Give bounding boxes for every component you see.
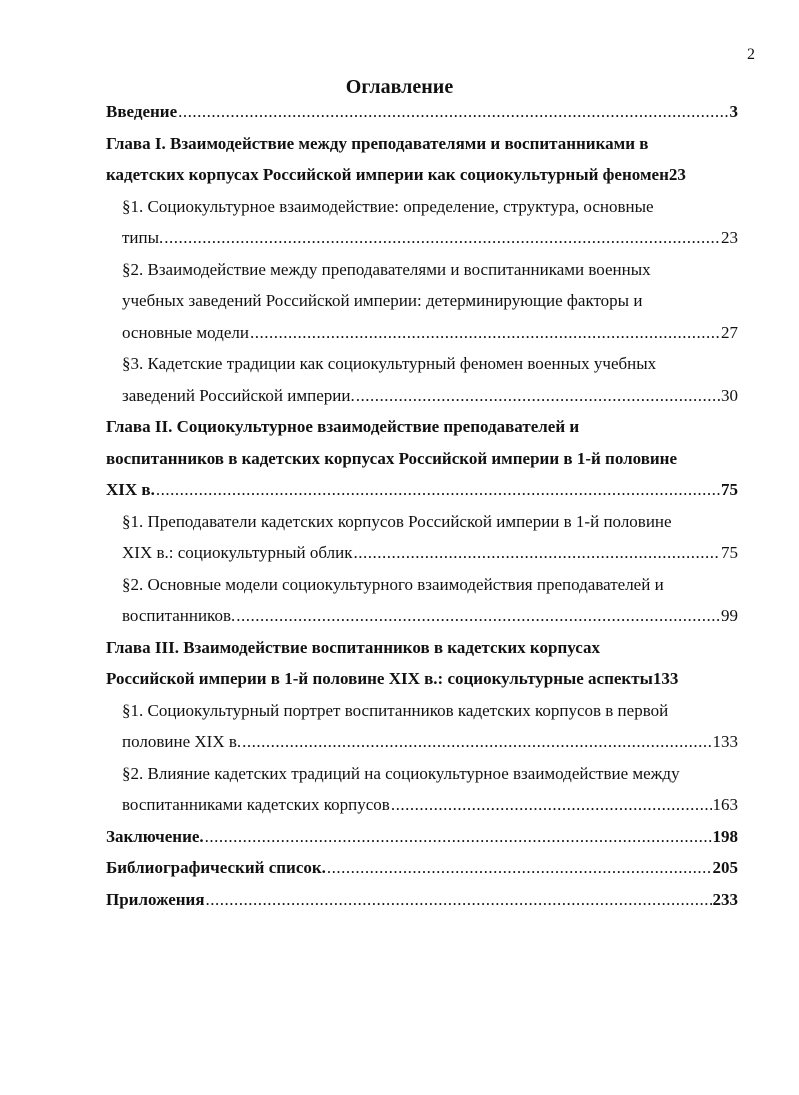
toc-page-number: 23	[668, 165, 686, 184]
toc-entry-text: §1. Социокультурное взаимодействие: определение, структура, основные	[122, 196, 654, 216]
table-of-contents	[106, 96, 738, 915]
toc-entry-text: Глава II. Социокультурное взаимодействие преподавателей и	[106, 417, 580, 436]
toc-page-number: 23	[721, 228, 738, 247]
dot-leader	[156, 474, 720, 506]
toc-entry-text: воспитанников.	[122, 606, 236, 625]
toc-entry-chapter-3[interactable]	[106, 632, 738, 695]
toc-entry-conclusion[interactable]	[106, 821, 738, 853]
toc-page-number: 75	[721, 543, 738, 562]
toc-entry-text: учебных заведений Российской империи: детерминирующие факторы и	[122, 291, 643, 310]
toc-entry-text: §2. Влияние кадетских традиций на социокультурное взаимодействие между	[122, 763, 680, 783]
toc-entry-text: §1. Преподаватели кадетских корпусов Российской империи в 1-й половине	[122, 511, 672, 531]
toc-entry-text: §3. Кадетские традиции как социокультурный феномен военных учебных	[122, 354, 657, 373]
toc-entry-text: типы.	[122, 228, 164, 247]
toc-page-number: 133	[652, 669, 679, 688]
dot-leader	[250, 317, 720, 349]
toc-page-number: 205	[712, 858, 738, 877]
toc-page-number: 30	[721, 385, 738, 405]
toc-entry-label: Библиографический список.	[106, 858, 326, 877]
toc-entry-label: Приложения	[106, 889, 205, 909]
page-title: Оглавление	[345, 76, 454, 98]
toc-entry-text: Глава I. Взаимодействие между преподавателями и воспитанниками в	[106, 133, 649, 153]
toc-page-number: 198	[712, 826, 738, 846]
toc-entry-text: воспитанниками кадетских корпусов	[122, 795, 390, 814]
toc-entry-section-1-1[interactable]	[122, 191, 738, 254]
toc-entry-text: Российской империи в 1-й половине XIX в.: социокультурные аспекты	[106, 669, 653, 688]
toc-entry-text: воспитанников в кадетских корпусах Российской империи в 1-й половине	[106, 448, 678, 468]
toc-entry-text: Глава III. Взаимодействие воспитанников в кадетских корпусах	[106, 637, 600, 657]
toc-entry-text: основные модели	[122, 322, 249, 342]
toc-entry-text: XIX в.	[106, 480, 155, 499]
toc-entry-text: XIX в.: социокультурный облик	[122, 543, 353, 562]
toc-page-number: 27	[721, 322, 738, 342]
toc-entry-chapter-1[interactable]	[106, 128, 738, 191]
dot-leader	[327, 852, 712, 884]
dot-leader	[178, 96, 728, 128]
toc-page-number: 163	[712, 795, 738, 814]
toc-entry-text: §1. Социокультурный портрет воспитанников кадетских корпусов в первой	[122, 700, 669, 720]
toc-page-number: 75	[721, 480, 738, 499]
dot-leader	[242, 726, 711, 758]
toc-entry-text: заведений Российской империи.	[122, 385, 355, 405]
toc-entry-bibliography[interactable]	[106, 852, 738, 884]
dot-leader	[236, 600, 720, 632]
dot-leader	[391, 789, 712, 821]
dot-leader	[205, 821, 712, 853]
page-number: 2	[747, 46, 755, 63]
dot-leader	[206, 884, 712, 916]
toc-entry-intro[interactable]	[106, 96, 738, 128]
toc-entry-section-1-3[interactable]	[122, 348, 738, 411]
toc-page-number: 133	[712, 732, 738, 751]
toc-entry-section-3-1[interactable]	[122, 695, 738, 758]
toc-entry-section-3-2[interactable]	[122, 758, 738, 821]
toc-entry-appendices[interactable]	[106, 884, 738, 916]
toc-page-number: 99	[721, 606, 738, 625]
toc-entry-section-1-2[interactable]	[122, 254, 738, 349]
toc-entry-section-2-2[interactable]	[122, 569, 738, 632]
toc-entry-chapter-2[interactable]	[106, 411, 738, 506]
toc-entry-section-2-1[interactable]	[122, 506, 738, 569]
toc-entry-label: Заключение.	[106, 826, 204, 846]
toc-page-number: 233	[712, 889, 738, 909]
dot-leader	[356, 380, 720, 412]
toc-entry-label: Введение	[106, 102, 178, 121]
toc-entry-text: половине XIX в.	[122, 732, 242, 751]
dot-leader	[353, 537, 720, 569]
toc-entry-text: §2. Взаимодействие между преподавателями и воспитанниками военных	[122, 259, 651, 279]
toc-entry-text: кадетских корпусах Российской империи как социокультурный феномен	[106, 165, 669, 184]
dot-leader	[164, 222, 720, 254]
toc-page-number: 3	[729, 102, 738, 121]
toc-entry-text: §2. Основные модели социокультурного взаимодействия преподавателей и	[122, 574, 664, 594]
